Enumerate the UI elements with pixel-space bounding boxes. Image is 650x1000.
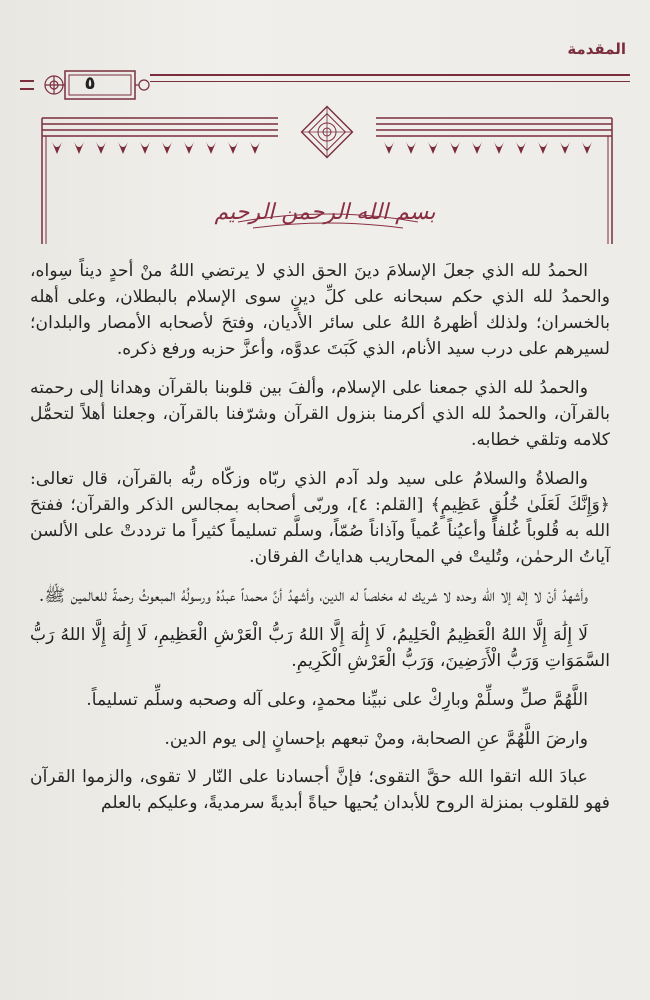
- running-header-title: المقدمة: [567, 40, 626, 58]
- header-rule: [150, 72, 630, 94]
- paragraph-8: عبادَ الله اتقوا الله حقَّ التقوى؛ فإنَّ أجسادنا على النّار لا تقوى، والزموا القرآن فهو للقلوب بمنزلة الروح للأبدان يُحيها حياةً أبديةً سرمديةً، وعليكم بالعلم: [30, 767, 610, 813]
- basmala: بسم الله الرحمن الرحيم: [214, 200, 436, 225]
- header-dash-ornament: [20, 80, 34, 90]
- paragraph-2: والحمدُ لله الذي جمعنا على الإسلام، وألفَ بين قلوبنا بالقرآن وهدانا إلى رحمته بالقرآن، والحمدُ لله الذي أكرمنا بنزول القرآن وشرّفنا بالقرآن، وجعلنا أهلاً لتحمُّل كلامه وتلقي خطابه.: [30, 378, 610, 450]
- paragraph-1: الحمدُ لله الذي جعلَ الإسلامَ دينَ الحق الذي لا يرتضي اللهُ منْ أحدٍ ديناً سِواه، والحمدُ لله الذي حكم سبحانه على كلِّ دينٍ سوى الإسلام بالبطلان، وعلى أهله بالخسران؛ ولذلك أظهرهُ اللهُ على سائر الأديان، وفتحَ لأصحابه الأمصار والبلدان؛ لسيرهم على درب سيد الأنام، الذي كَبَتَ عدوَّه، وأعزَّ حزبه ورفع ذكره.: [30, 261, 610, 359]
- paragraph-7: وارضَ اللَّهُمَّ عنِ الصحابة، ومنْ تبعهم بإحسانٍ إلى يوم الدين.: [164, 729, 588, 749]
- ornamental-frame: [38, 104, 616, 254]
- body-text: [30, 258, 610, 829]
- page-number: ٥: [84, 73, 96, 94]
- paragraph-6: اللَّهُمَّ صلِّ وسلِّمْ وبارِكْ على نبيِّنا محمدٍ، وعلى آله وصحبه وسلِّم تسليماً.: [86, 690, 588, 710]
- paragraph-5-dhikr: لَا إِلَٰهَ إِلَّا اللهُ الْعَظِيمُ الْحَلِيمُ، لَا إِلَٰهَ إِلَّا اللهُ رَبُّ الْعَرْشِ الْعَظِيمِ، لَا إِلَٰهَ إِلَّا اللهُ رَبُّ السَّمَوَاتِ وَرَبُّ الْأَرَضِينَ، وَرَبُّ الْعَرْشِ الْكَرِيمِ.: [30, 625, 610, 671]
- paragraph-4: وأشهدُ أنْ لا إلٰه إلا الله وحده لا شريك له مخلصاً له الدين، وأشهدُ أنَّ محمداً عبدُهُ ورسولُهُ المبعوثُ رحمةً للعالمين ﷺ.: [38, 586, 588, 606]
- paragraph-3: والصلاةُ والسلامُ على سيد ولد آدم الذي ربّاه وزكّاه ربُّه بالقرآن، قال تعالى: ﴿وَإِنَّكَ لَعَلَىٰ خُلُقٍ عَظِيمٍ﴾ [القلم: ٤]، وربّى أصحابه بمجالس الذكر والقرآن؛ ففتحَ الله به قُلوباً غُلفاً وأعيُناً عُمياً وآذاناً صُمّاً، وسلَّم تسليماً كثيراً ما ترددتْ على الألسن آياتُ الرحمٰن، وتُليتْ في المحاريب هداياتُ الفرقان.: [30, 469, 610, 567]
